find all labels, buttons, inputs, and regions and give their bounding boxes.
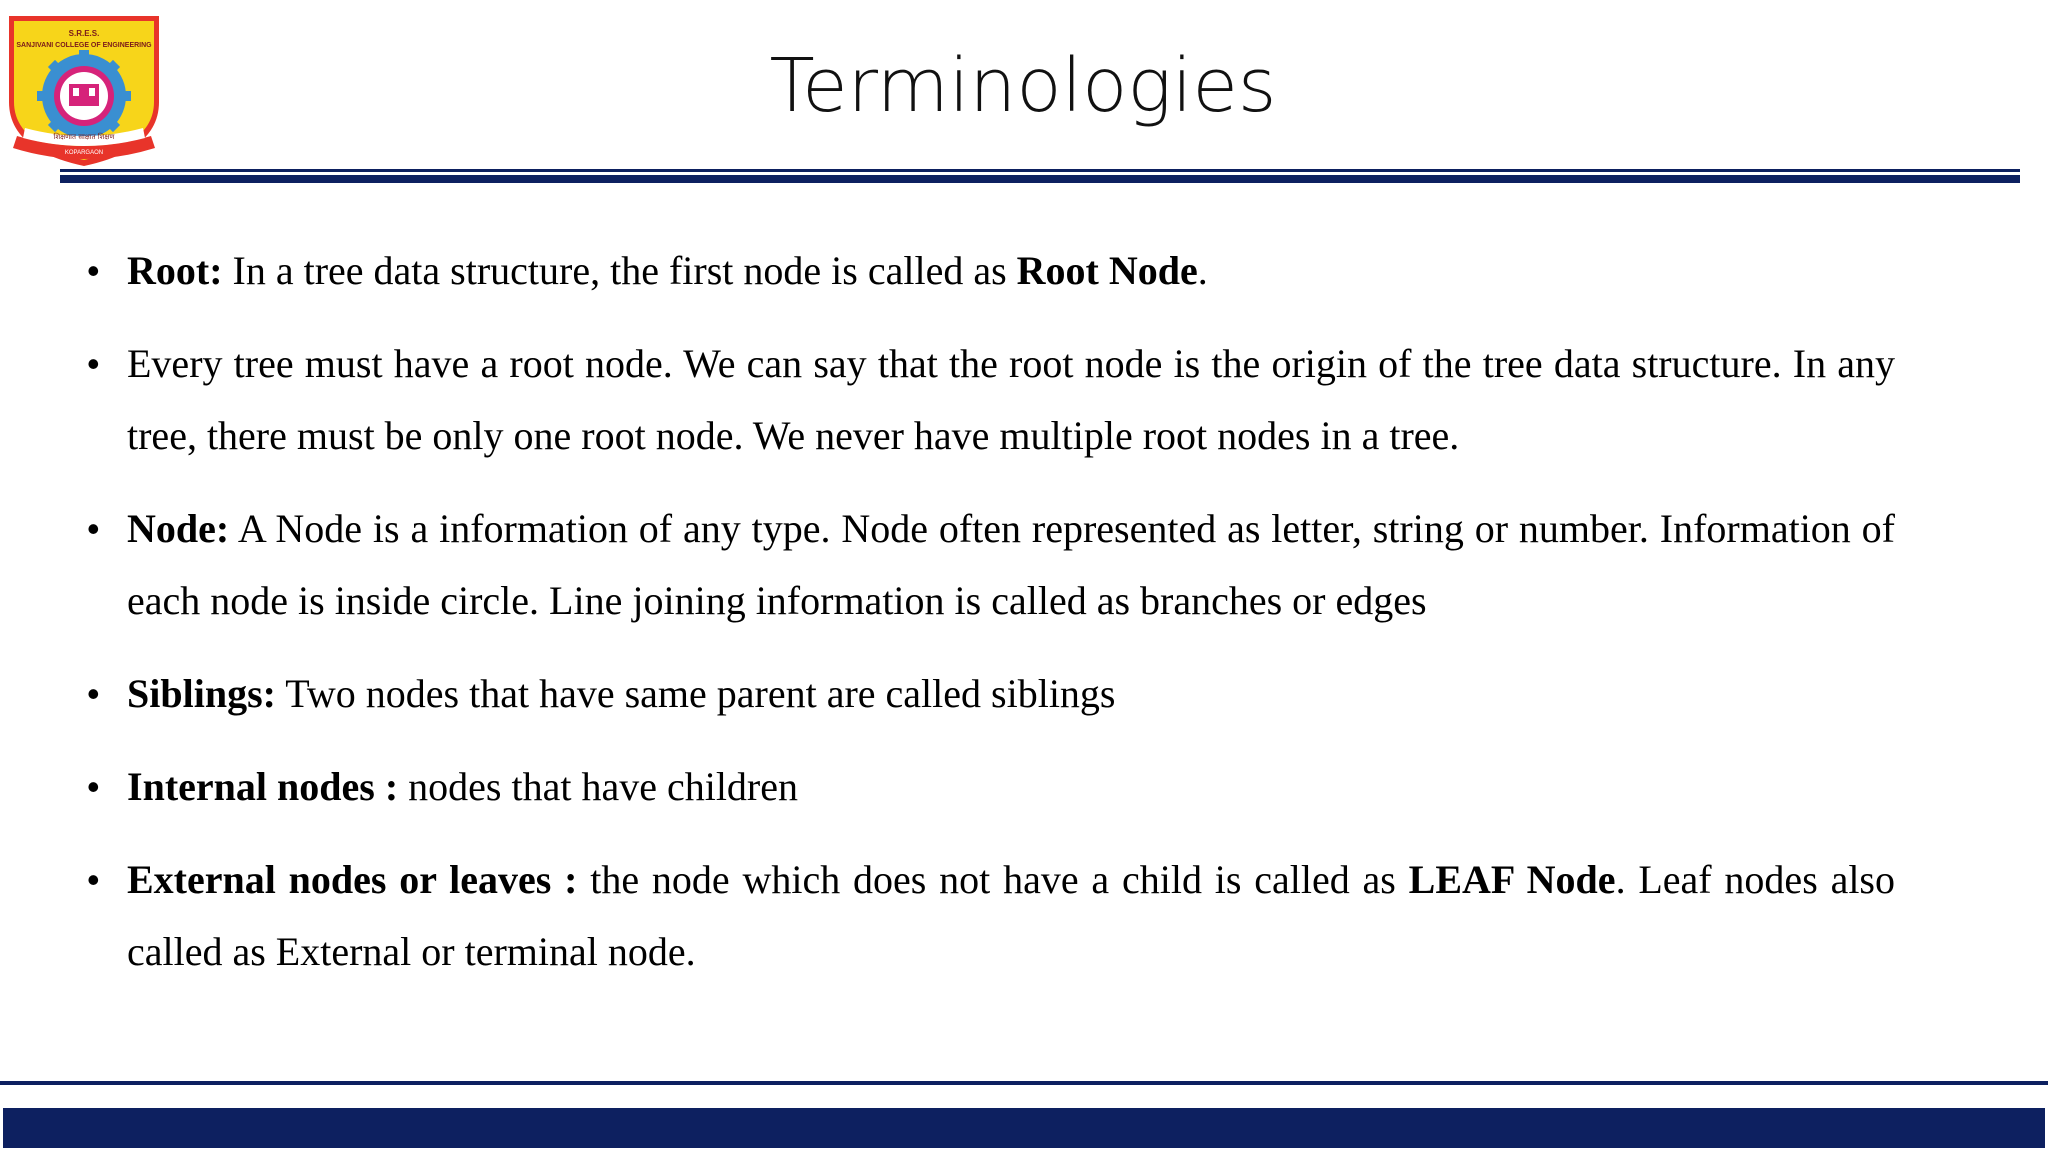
term-leaf-node: LEAF Node [1408, 857, 1616, 902]
bullet-list [87, 235, 1895, 1009]
definition-external-nodes-end: . Leaf nodes also called as External or terminal node. [127, 857, 1895, 974]
slide-title [0, 36, 2048, 136]
bullet-dot-icon: • [87, 766, 100, 807]
definition-external-nodes: the node which does not have a child is called as [577, 857, 1409, 902]
svg-text:S.R.E.S.: S.R.E.S. [68, 29, 100, 38]
bullet-dot-icon: • [87, 250, 100, 291]
slide-title-text: Terminologies [769, 43, 1277, 129]
definition-root: In a tree data structure, the first node is called as [222, 248, 1017, 293]
bullet-item-root-origin [87, 328, 1895, 472]
bullet-dot-icon: • [87, 508, 100, 549]
svg-text:शिक्षणात साक्षात शिक्षण: शिक्षणात साक्षात शिक्षण [53, 133, 115, 141]
bullet-item-internal-nodes [87, 751, 1895, 823]
bullet-dot-icon: • [87, 673, 100, 714]
definition-node: A Node is a information of any type. Node often represented as letter, string or number. Information of each node is inside circle. Line joining information is called as branches or edges [127, 506, 1895, 623]
svg-text:SANJIVANI COLLEGE OF ENGINEERI: SANJIVANI COLLEGE OF ENGINEERING [16, 42, 152, 49]
header-rule-thick [60, 175, 2020, 183]
footer-bar [3, 1108, 2045, 1148]
bullet-item-siblings [87, 658, 1895, 730]
term-root: Root: [127, 248, 223, 293]
bullet-item-root [87, 235, 1895, 307]
definition-root-end: . [1197, 248, 1208, 293]
header-rule-thin [60, 169, 2020, 172]
term-external-nodes: External nodes or leaves : [127, 857, 578, 902]
term-node: Node: [127, 506, 230, 551]
footer-rule-thin [0, 1081, 2048, 1085]
svg-text:KOPARGAON: KOPARGAON [64, 150, 104, 156]
definition-internal-nodes: nodes that have children [398, 764, 799, 809]
definition-siblings: Two nodes that have same parent are called siblings [275, 671, 1116, 716]
bullet-dot-icon: • [87, 859, 100, 900]
term-internal-nodes: Internal nodes : [127, 764, 399, 809]
bullet-item-node [87, 493, 1895, 637]
term-siblings: Siblings: [127, 671, 276, 716]
bullet-dot-icon: • [87, 343, 100, 384]
bullet-item-external-nodes [87, 844, 1895, 988]
definition-root-origin: Every tree must have a root node. We can say that the root node is the origin of the tree data structure. In any tree, there must be only one root node. We never have multiple root nodes in a tree. [127, 341, 1895, 458]
term-root-node: Root Node [1016, 248, 1198, 293]
